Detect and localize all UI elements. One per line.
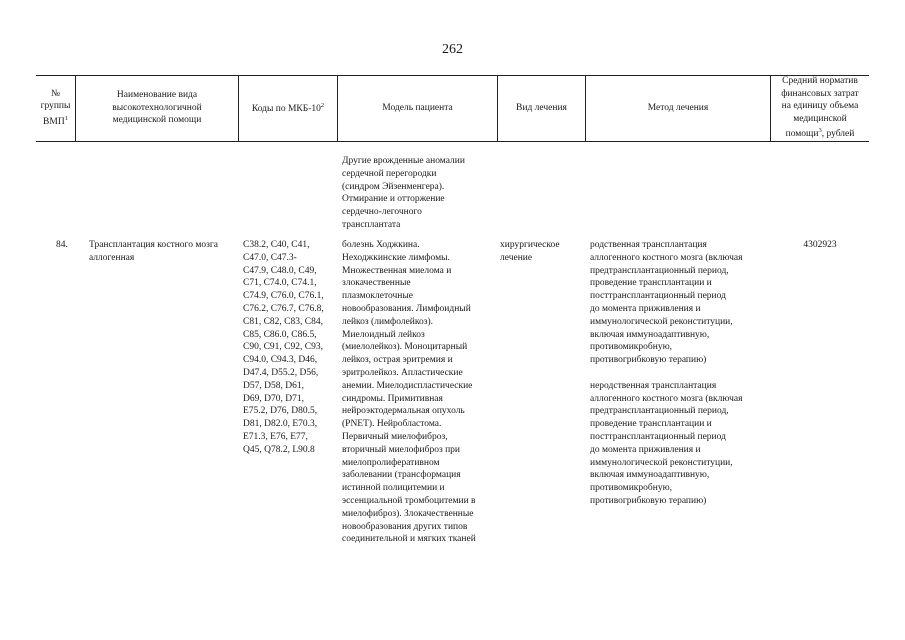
treatment-type: хирургическое лечение (500, 240, 560, 263)
table-header-bottom-rule (36, 141, 869, 142)
patient-model: болезнь Ходжкина. Неходжкинские лимфомы. Множественная миелома и злокачественные плазмоклеточные новообразования. Лимфоидный лейкоз (лимфолейкоз). Миелоидный лейкоз (миелолейкоз). Моноцитарный лейкоз, острая эритремия и эритролейкоз. Апластические анемии. Миелодиспластические синдромы. Примитивная нейроэктодермальная опухоль (PNET). Нейробластома. Первичный миелофиброз, вторичный миелофиброз при миелопролиферативном заболевании (трансформация истинной полицитемии и эссенциальной тромбоцитемии в миелофиброз). Злокачественные новообразования других типов соединительной и мягких тканей (342, 240, 476, 545)
header-treatment-type: Вид лечения (516, 102, 567, 113)
icd-codes: C38.2, C40, C41, C47.0, C47.3- C47.9, C48.0, C49, C71, C74.0, C74.1, C74.9, C76.0, C76.1, C76.2, C76.7, C76.8, C81, C82, C83, C84, C85, C86.0, C86.5, C90, C91, C92, C93, C94.0, C94.3, D46, D47.4, D55.2, D56, D57, D58, D61, D69, D70, D71, E75.2, D76, D80.5, D81, D82.0, E70.3, E71.3, E76, E77, Q45, Q78.2, L90.8 (243, 240, 324, 455)
continued-patient-model: Другие врожденные аномалии сердечной перегородки (синдром Эйзенменгера). Отмирание и отторжение сердечно-легочного трансплантата (342, 156, 465, 230)
method-related-transplant: родственная трансплантация аллогенного костного мозга (включая предтрансплантационный период, проведение трансплантации и посттрансплантационный период до момента приживления и иммунологической реконституции, включая иммуноадаптивную, противомикробную, противогрибковую терапию) (590, 240, 743, 366)
page-number: 262 (442, 42, 463, 57)
header-group-number: № группы ВМП$^1$ (40, 88, 71, 127)
header-treatment-method: Метод лечения (647, 102, 709, 113)
method-unrelated-transplant: неродственная трансплантация аллогенного костного мозга (включая предтрансплантационный период, проведение трансплантации и посттрансплантационный период до момента приживления и иммунологической реконституции, включая иммуноадаптивную, противомикробную, противогрибковую терапию) (590, 380, 743, 506)
cost-value: 4302923 (803, 240, 837, 250)
row-number: 84. (56, 240, 68, 250)
header-patient-model: Модель пациента (382, 102, 453, 113)
header-cost: Средний норматив финансовых затрат на единицу объема медицинской помощи$^3$, рублей (781, 76, 859, 140)
header-icd-codes: Коды по МКБ-$10^2$ (251, 102, 325, 115)
treatment-method (590, 239, 742, 508)
care-type-name: Трансплантация костного мозга аллогенная (89, 240, 218, 263)
header-care-type: Наименование вида высокотехнологичной медицинской помощи (112, 90, 202, 126)
